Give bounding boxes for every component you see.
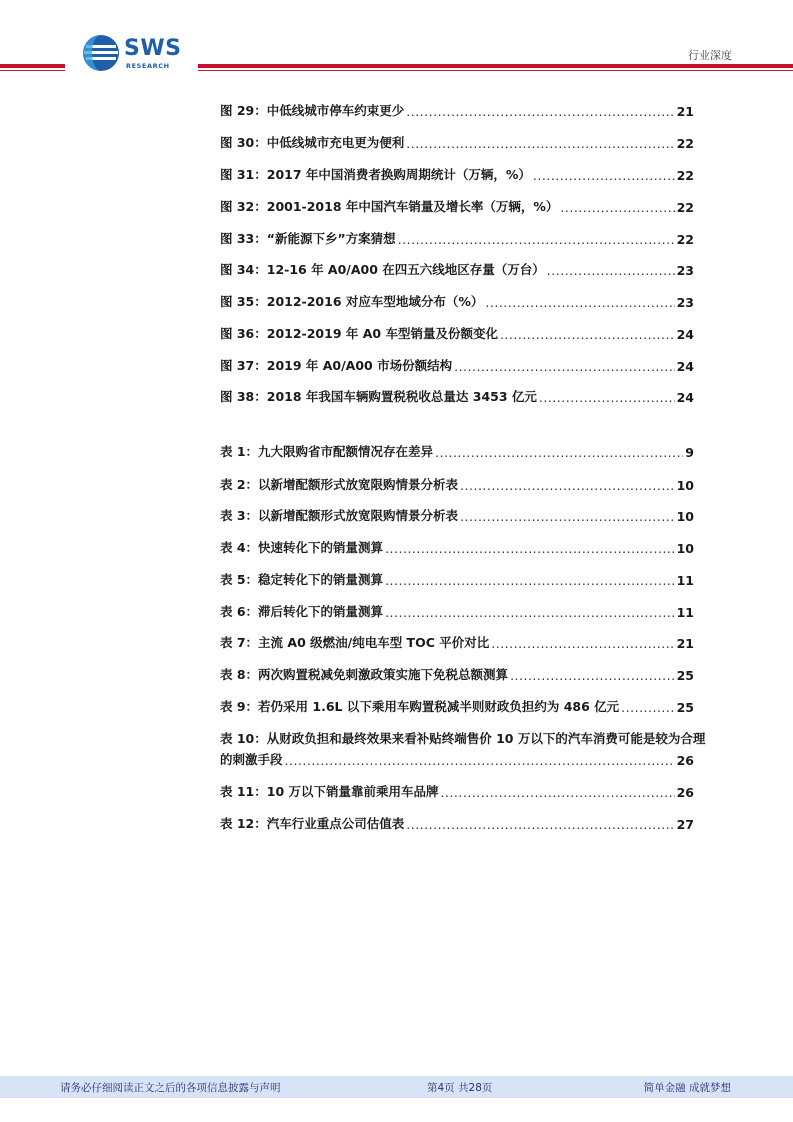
toc-entry[interactable]: 表 8：两次购置税减免刺激政策实施下免税总额测算 ..... 25 <box>220 663 694 683</box>
footer-page-number: 第4页 共28页 <box>427 1082 493 1094</box>
toc-entry[interactable]: 图 37：2019 年 A0/A00 市场份额结构 ..... 24 <box>220 354 694 374</box>
toc-entry-line1[interactable]: 表 10：从财政负担和最终效果来看补贴终端售价 10 万以下的汽车消费可能是较为合理 <box>220 731 706 746</box>
toc-entry[interactable]: 表 7：主流 A0 级燃油/纯电车型 TOC 平价对比 ..... 21 <box>220 631 694 651</box>
footer-disclaimer: 请务必仔细阅读正文之后的各项信息披露与声明 <box>60 1082 281 1094</box>
page-header <box>0 0 793 80</box>
header-rule-thin <box>198 70 793 71</box>
logo-subtitle: RESEARCH <box>126 62 170 70</box>
toc-entry[interactable]: 图 33：“新能源下乡”方案猜想 ..... 22 <box>220 227 694 247</box>
document-type: 行业深度 <box>688 49 732 62</box>
toc-entry[interactable]: 表 1：九大限购省市配额情况存在差异 ..... 9 <box>220 440 694 460</box>
toc-entry[interactable]: 图 35：2012-2016 对应车型地域分布（%） ..... 23 <box>220 290 694 310</box>
footer-slogan: 简单金融 成就梦想 <box>643 1082 731 1094</box>
toc-entry[interactable]: 表 4：快速转化下的销量测算 ..... 10 <box>220 536 694 556</box>
logo-wordmark: SWS <box>124 36 182 61</box>
header-rule-thin <box>0 70 65 71</box>
toc-entry[interactable]: 图 29：中低线城市停车约束更少 ..... 21 <box>220 99 694 119</box>
toc-entry[interactable]: 表 9：若仍采用 1.6L 以下乘用车购置税减半则财政负担约为 486 亿元 ..... 25 <box>220 695 694 715</box>
toc-entry[interactable]: 表 3：以新增配额形式放宽限购情景分析表 ..... 10 <box>220 504 694 524</box>
toc-entry[interactable]: 图 32：2001-2018 年中国汽车销量及增长率（万辆，%） ..... 22 <box>220 195 694 215</box>
toc-entry[interactable]: 图 36：2012-2019 年 A0 车型销量及份额变化 ..... 24 <box>220 322 694 342</box>
toc-entry[interactable]: 表 5：稳定转化下的销量测算 ..... 11 <box>220 568 694 588</box>
toc-entry[interactable]: 图 38：2018 年我国车辆购置税税收总量达 3453 亿元 ..... 24 <box>220 385 694 405</box>
toc-entry[interactable]: 表 6：滞后转化下的销量测算 ..... 11 <box>220 600 694 620</box>
sws-globe-icon <box>82 34 120 72</box>
sws-logo <box>82 34 192 74</box>
toc-entry[interactable]: 表 12：汽车行业重点公司估值表 ..... 27 <box>220 812 694 832</box>
page-footer <box>0 1076 793 1098</box>
header-rule <box>198 64 793 68</box>
toc-entry[interactable]: 表 11：10 万以下销量靠前乘用车品牌 ..... 26 <box>220 780 694 800</box>
header-rule <box>0 64 65 68</box>
toc-entry[interactable]: 表 2：以新增配额形式放宽限购情景分析表 ..... 10 <box>220 473 694 493</box>
toc-entry[interactable]: 图 30：中低线城市充电更为便利 ..... 22 <box>220 131 694 151</box>
toc-entry[interactable]: 图 31：2017 年中国消费者换购周期统计（万辆，%） ..... 22 <box>220 163 694 183</box>
toc-entry[interactable]: 图 34：12-16 年 A0/A00 在四五六线地区存量（万台） ..... 23 <box>220 258 694 278</box>
toc-entry[interactable]: 的刺激手段 ..... 26 <box>220 748 694 768</box>
